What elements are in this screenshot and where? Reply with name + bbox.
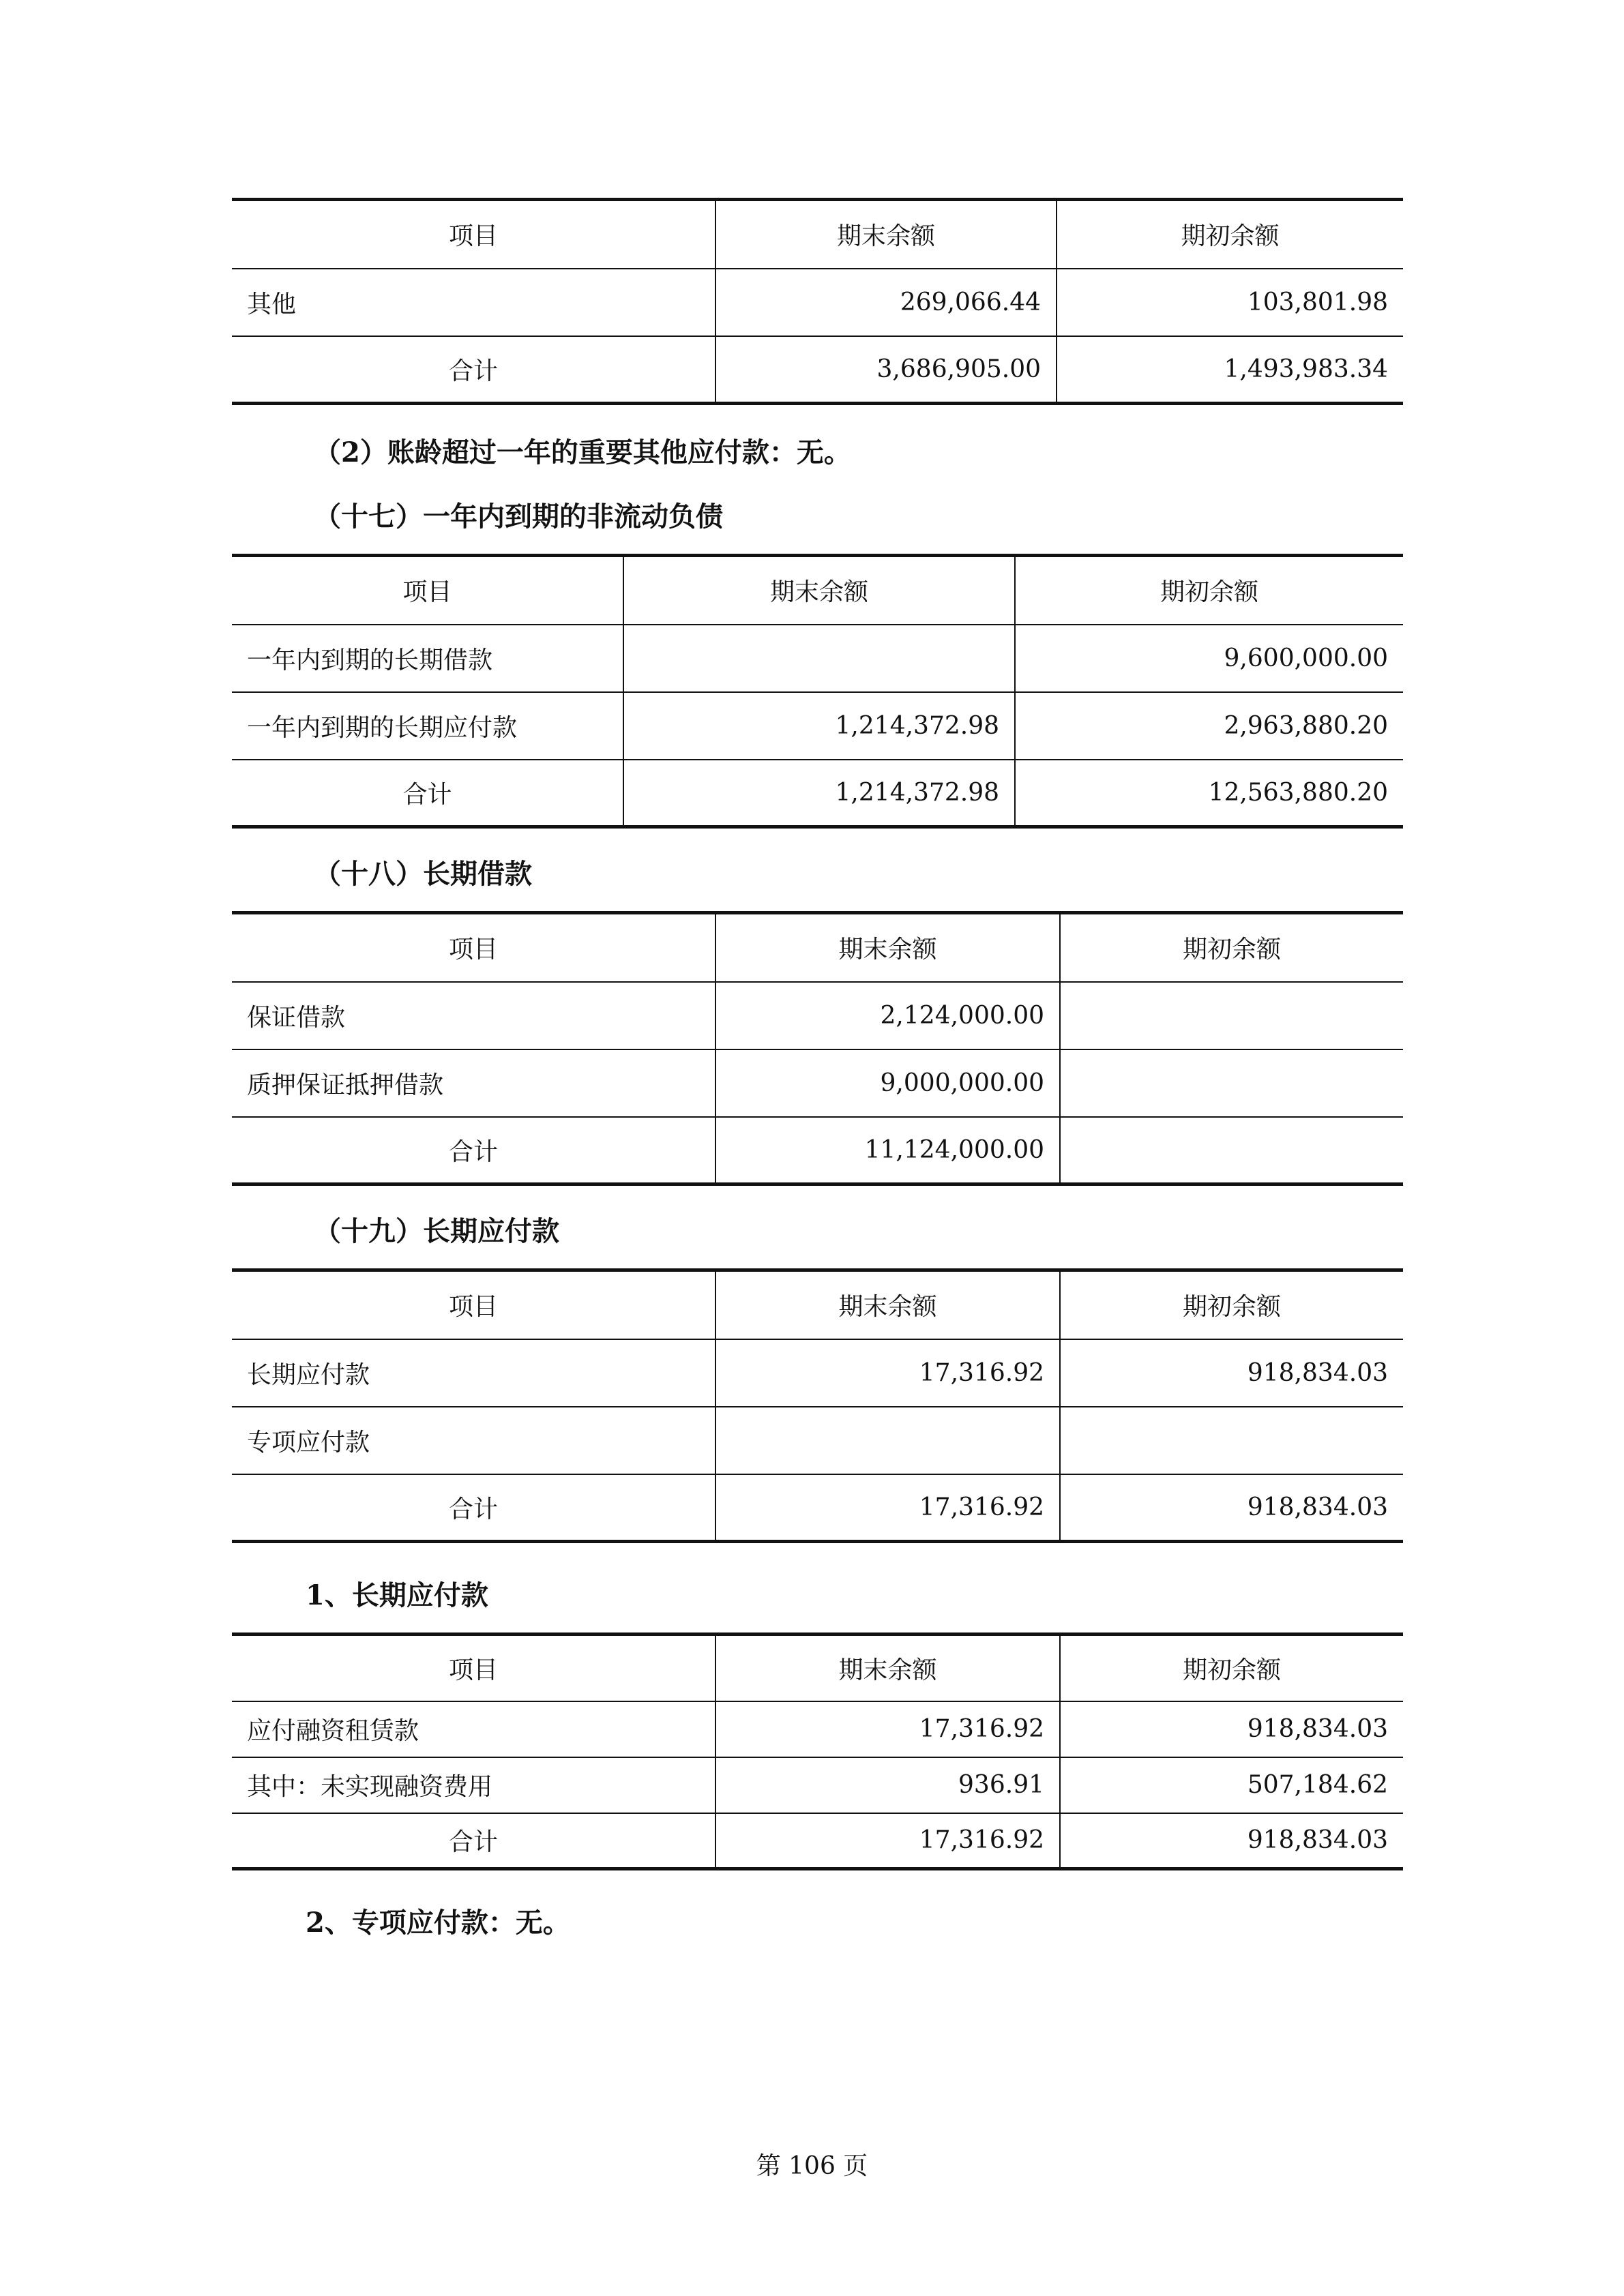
row-beginning: 507,184.62	[1060, 1757, 1403, 1813]
row-label: 其中：未实现融资费用	[232, 1757, 715, 1813]
long-term-borrowings-table	[232, 911, 1403, 1186]
total-row	[232, 1813, 1403, 1869]
table-row	[232, 625, 1403, 692]
header-beginning-balance: 期初余额	[1060, 1270, 1403, 1339]
table-row	[232, 269, 1403, 336]
header-ending-balance: 期末余额	[715, 1270, 1060, 1339]
header-ending-balance: 期末余额	[715, 1635, 1060, 1701]
table-header-row	[232, 556, 1403, 625]
row-beginning	[1060, 982, 1403, 1049]
row-beginning: 9,600,000.00	[1015, 625, 1403, 692]
header-beginning-balance: 期初余额	[1015, 556, 1403, 625]
row-beginning	[1060, 1049, 1403, 1117]
row-ending: 11,124,000.00	[715, 1117, 1060, 1184]
row-ending: 17,316.92	[715, 1339, 1060, 1407]
row-beginning: 918,834.03	[1060, 1813, 1403, 1869]
row-ending: 3,686,905.00	[715, 336, 1057, 404]
note-other-payables-over-one-year: （2）账龄超过一年的重要其他应付款：无。	[314, 436, 851, 468]
table-row	[232, 1407, 1403, 1474]
table-row	[232, 1049, 1403, 1117]
total-row	[232, 1117, 1403, 1184]
row-ending: 9,000,000.00	[715, 1049, 1060, 1117]
total-row	[232, 336, 1403, 404]
row-label: 合计	[232, 1813, 715, 1869]
row-beginning: 918,834.03	[1060, 1474, 1403, 1542]
table-row	[232, 1339, 1403, 1407]
row-ending: 269,066.44	[715, 269, 1057, 336]
header-ending-balance: 期末余额	[715, 913, 1060, 982]
row-ending: 17,316.92	[715, 1474, 1060, 1542]
header-beginning-balance: 期初余额	[1060, 1635, 1403, 1701]
row-label: 合计	[232, 1117, 715, 1184]
row-beginning: 918,834.03	[1060, 1701, 1403, 1757]
total-row	[232, 760, 1403, 827]
row-beginning	[1060, 1117, 1403, 1184]
row-label: 专项应付款	[232, 1407, 715, 1474]
table-header-row	[232, 1635, 1403, 1701]
header-item: 项目	[232, 556, 623, 625]
row-label: 一年内到期的长期借款	[232, 625, 623, 692]
section-18-title: （十八）长期借款	[314, 858, 532, 890]
subsection-1-title: 1、长期应付款	[306, 1579, 488, 1611]
table-header-row	[232, 1270, 1403, 1339]
total-row	[232, 1474, 1403, 1542]
row-label: 长期应付款	[232, 1339, 715, 1407]
row-label: 合计	[232, 1474, 715, 1542]
row-beginning: 103,801.98	[1057, 269, 1403, 336]
row-ending: 17,316.92	[715, 1813, 1060, 1869]
row-beginning: 1,493,983.34	[1057, 336, 1403, 404]
header-ending-balance: 期末余额	[623, 556, 1015, 625]
row-ending: 936.91	[715, 1757, 1060, 1813]
table-row	[232, 1757, 1403, 1813]
row-beginning: 918,834.03	[1060, 1339, 1403, 1407]
header-ending-balance: 期末余额	[715, 200, 1057, 269]
long-term-payables-table	[232, 1268, 1403, 1543]
table-header-row	[232, 200, 1403, 269]
header-item: 项目	[232, 200, 715, 269]
table-row	[232, 1701, 1403, 1757]
row-beginning	[1060, 1407, 1403, 1474]
row-label: 质押保证抵押借款	[232, 1049, 715, 1117]
row-ending	[623, 625, 1015, 692]
header-beginning-balance: 期初余额	[1057, 200, 1403, 269]
row-beginning: 2,963,880.20	[1015, 692, 1403, 760]
row-label: 合计	[232, 760, 623, 827]
table-header-row	[232, 913, 1403, 982]
long-term-payables-detail-table	[232, 1632, 1403, 1870]
header-item: 项目	[232, 1635, 715, 1701]
table-row	[232, 692, 1403, 760]
row-ending: 2,124,000.00	[715, 982, 1060, 1049]
row-label: 一年内到期的长期应付款	[232, 692, 623, 760]
row-label: 合计	[232, 336, 715, 404]
row-ending: 17,316.92	[715, 1701, 1060, 1757]
current-portion-noncurrent-liabilities-table	[232, 554, 1403, 829]
header-item: 项目	[232, 913, 715, 982]
page-number: 第 106 页	[756, 2152, 868, 2180]
section-17-title: （十七）一年内到期的非流动负债	[314, 501, 723, 533]
table-row	[232, 982, 1403, 1049]
row-label: 其他	[232, 269, 715, 336]
row-label: 保证借款	[232, 982, 715, 1049]
row-ending	[715, 1407, 1060, 1474]
header-item: 项目	[232, 1270, 715, 1339]
section-19-title: （十九）长期应付款	[314, 1215, 559, 1247]
header-beginning-balance: 期初余额	[1060, 913, 1403, 982]
row-label: 应付融资租赁款	[232, 1701, 715, 1757]
subsection-2-note: 2、专项应付款：无。	[306, 1907, 570, 1939]
other-payables-table	[232, 198, 1403, 405]
row-ending: 1,214,372.98	[623, 760, 1015, 827]
row-beginning: 12,563,880.20	[1015, 760, 1403, 827]
row-ending: 1,214,372.98	[623, 692, 1015, 760]
